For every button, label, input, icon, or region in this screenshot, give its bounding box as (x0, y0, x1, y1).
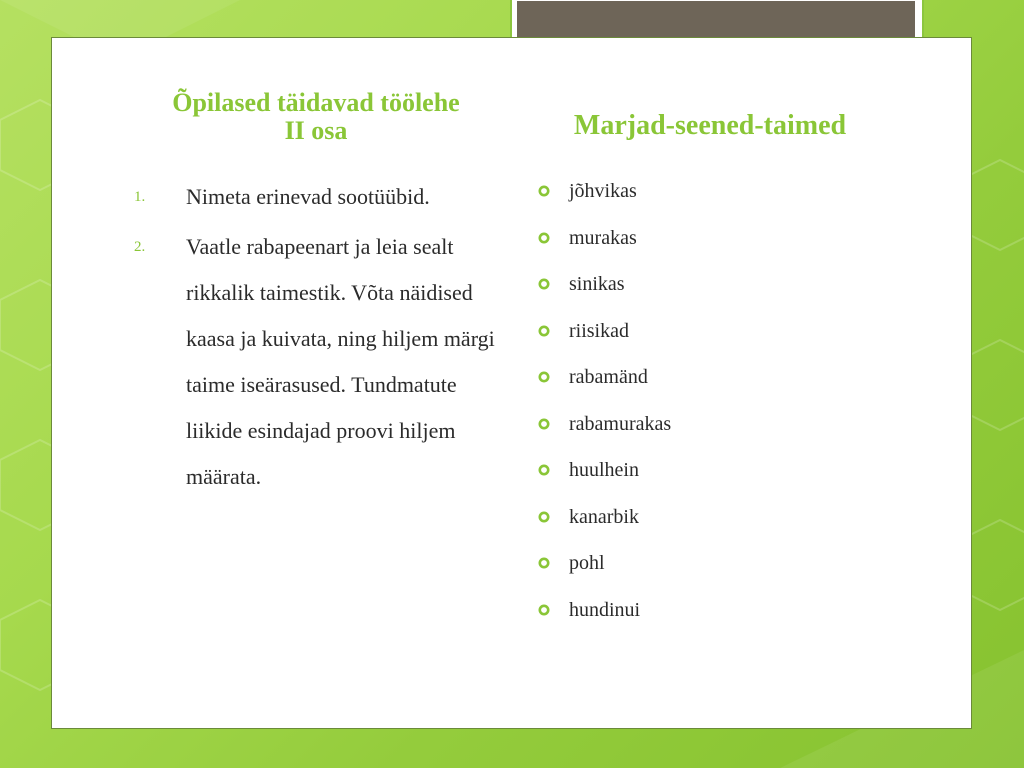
bullet-ring-icon (538, 418, 550, 430)
bullet-ring-icon (538, 511, 550, 523)
bullet-ring-icon (538, 464, 550, 476)
plant-label: huulhein (569, 459, 639, 481)
task-text: Nimeta erinevad sootüübid. (186, 184, 430, 209)
plant-label: hundinui (569, 598, 641, 621)
bullet-ring-icon (538, 185, 550, 197)
plant-item (538, 221, 838, 268)
list-number: 1. (134, 189, 146, 205)
left-column-heading: Õpilased täidavad töölehe II osa (172, 88, 460, 145)
plant-item (538, 593, 838, 640)
bullet-ring-icon (538, 557, 550, 569)
plant-label: rabamänd (569, 366, 648, 388)
plant-label: kanarbik (569, 505, 639, 528)
task-text: Vaatle rabapeenart ja leia sealt rikkalik taimestik. Võta näidised kaasa ja kuivata, ning hiljem märgi taime iseärasused. Tundmatute liikide esindajad proovi hiljem määrata. (186, 234, 495, 489)
bullet-ring-icon (538, 604, 550, 616)
plant-label: jõhvikas (569, 180, 637, 202)
bullet-ring-icon (538, 278, 550, 290)
task-item (120, 174, 510, 220)
plant-label: pohl (569, 552, 605, 574)
list-number: 2. (134, 239, 146, 255)
plant-item (538, 407, 838, 454)
plant-item (538, 500, 838, 547)
task-list (120, 174, 510, 504)
bullet-ring-icon (538, 232, 550, 244)
plant-item (538, 174, 838, 221)
plant-item (538, 453, 838, 500)
plant-label: rabamurakas (569, 412, 672, 435)
plant-label: sinikas (569, 273, 625, 295)
task-item (120, 224, 510, 500)
plant-list (538, 174, 838, 639)
right-column-heading: Marjad-seened-taimed (573, 110, 847, 141)
bullet-ring-icon (538, 325, 550, 337)
plant-item (538, 546, 838, 593)
plant-item (538, 314, 838, 361)
plant-item (538, 267, 838, 314)
bullet-ring-icon (538, 371, 550, 383)
plant-label: riisikad (569, 319, 629, 342)
plant-label: murakas (569, 226, 637, 249)
plant-item (538, 360, 838, 407)
